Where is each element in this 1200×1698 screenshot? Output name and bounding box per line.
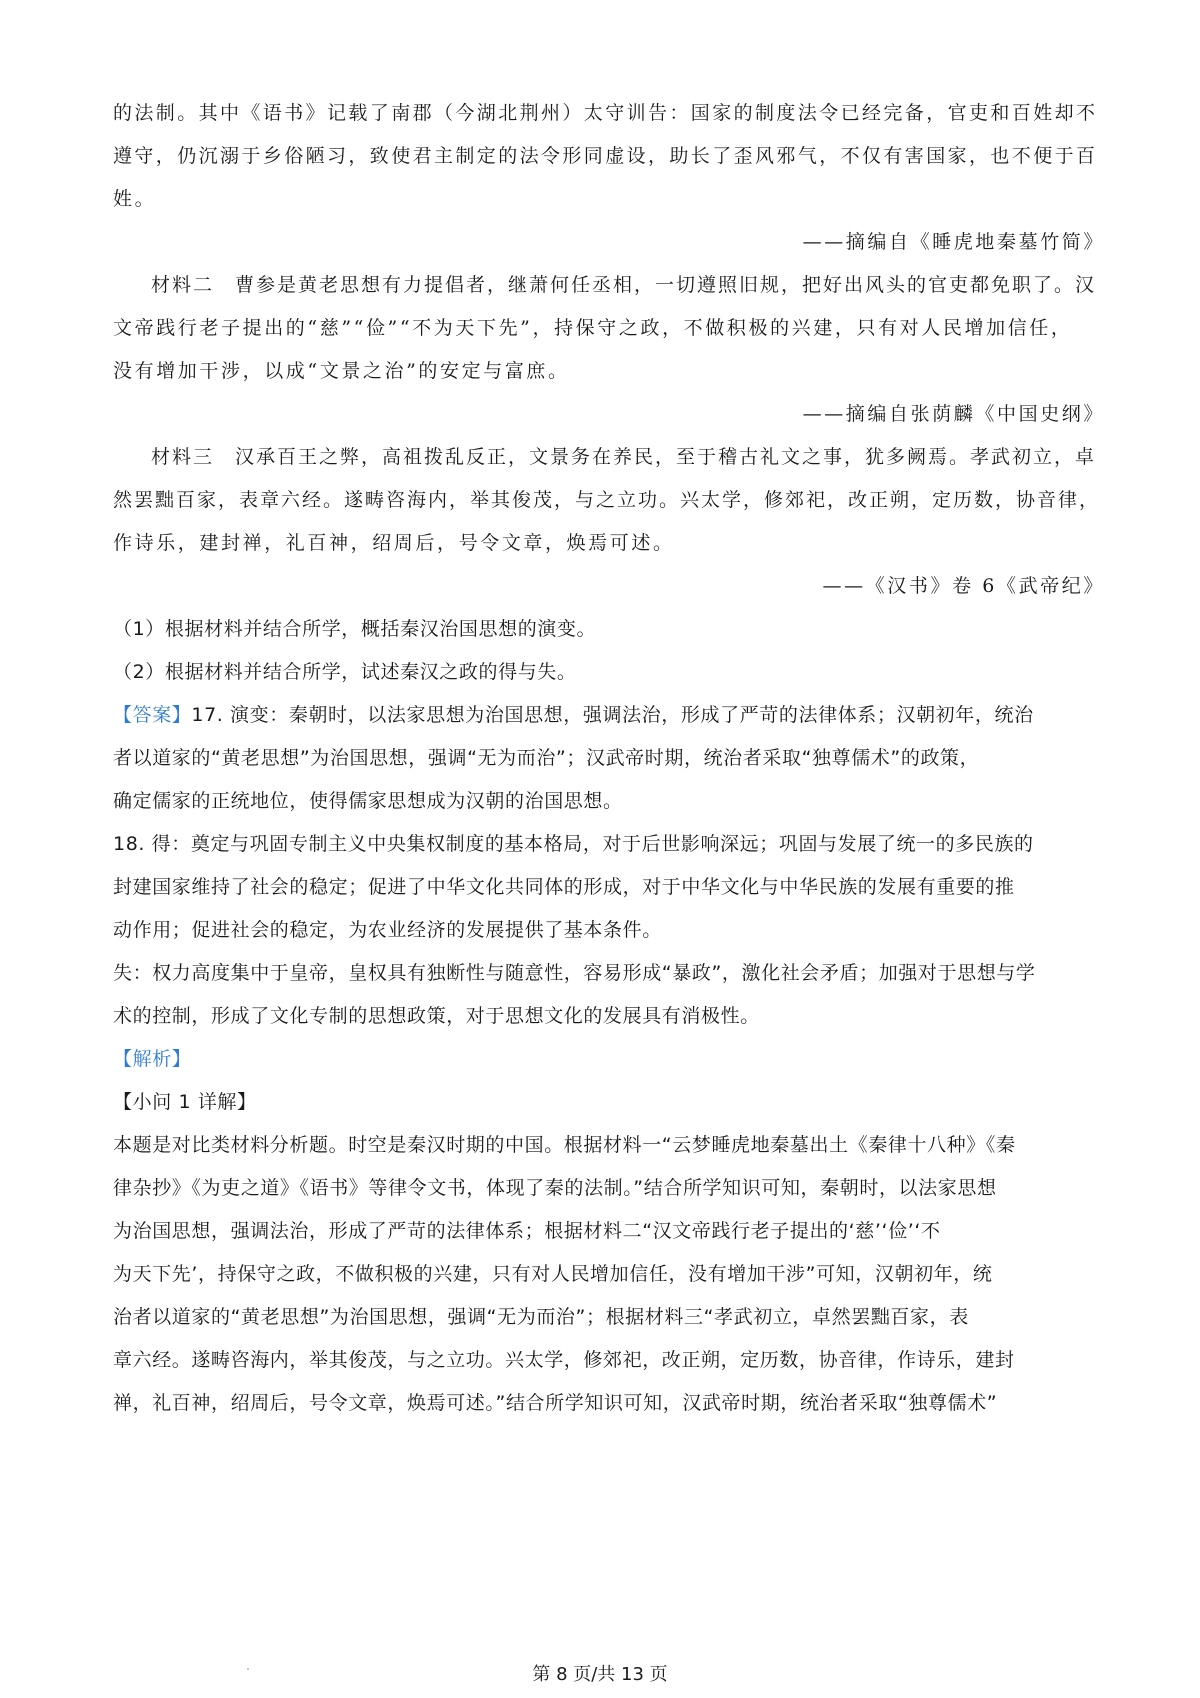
- answer-q18-line: 失：权力高度集中于皇帝，皇权具有独断性与随意性，容易形成“暴政”，激化社会矛盾；加强对于思想与学: [113, 962, 1036, 984]
- analysis-line: 治者以道家的“黄老思想”为治国思想，强调“无为而治”；根据材料三“孝武初立，卓然罢黜百家，表: [113, 1306, 969, 1328]
- material-one-line: 的法制。其中《语书》记载了南郡（今湖北荆州）太守训告：国家的制度法令已经完备，官吏和百姓却不: [113, 102, 1098, 124]
- material-two-source: ——摘编自张荫麟《中国史纲》: [802, 403, 1105, 425]
- answer-q17-first: 17. 演变：秦朝时，以法家思想为治国思想，强调法治，形成了严苛的法律体系；汉朝初年，统治: [191, 704, 1034, 726]
- analysis-tag: 【解析】: [113, 1048, 192, 1070]
- material-one-line: 姓。: [113, 188, 157, 210]
- material-two-line: 材料二 曹参是黄老思想有力提倡者，继萧何任丞相，一切遵照旧规，把好出风头的官吏都免职了。汉: [151, 274, 1097, 296]
- analysis-line: 禅，礼百神，绍周后，号令文章，焕焉可述。”结合所学知识可知，汉武帝时期，统治者采取“独尊儒术”: [113, 1392, 998, 1414]
- answer-q17-line: 确定儒家的正统地位，使得儒家思想成为汉朝的治国思想。: [113, 790, 623, 812]
- material-two-line: 文帝践行老子提出的“慈”“俭”“不为天下先”，持保守之政，不做积极的兴建，只有对人民增加信任，: [113, 317, 1073, 339]
- material-two-line: 没有增加干涉，以成“文景之治”的安定与富庶。: [113, 360, 570, 382]
- answer-tag: 【答案】: [113, 704, 192, 726]
- answer-line: [113, 702, 1034, 728]
- analysis-line: 为天下先’，持保守之政，不做积极的兴建，只有对人民增加信任，没有增加干涉”可知，汉朝初年，统: [113, 1263, 993, 1285]
- question-2: （2）根据材料并结合所学，试述秦汉之政的得与失。: [113, 661, 577, 683]
- answer-q18-line: 18. 得：奠定与巩固专制主义中央集权制度的基本格局，对于后世影响深远；巩固与发展了统一的多民族的: [113, 833, 1034, 855]
- answer-q18-line: 术的控制，形成了文化专制的思想政策，对于思想文化的发展具有消极性。: [113, 1005, 760, 1027]
- page-footer: 第 8 页/共 13 页: [532, 1664, 668, 1685]
- analysis-line: 本题是对比类材料分析题。时空是秦汉时期的中国。根据材料一“云梦睡虎地秦墓出土《秦律十八种》《秦: [113, 1134, 1016, 1156]
- analysis-sub-heading: 【小问 1 详解】: [113, 1091, 257, 1113]
- material-three-line: 材料三 汉承百王之弊，高祖拨乱反正，文景务在养民，至于稽古礼文之事，犹多阙焉。孝武初立，卓: [151, 446, 1097, 468]
- answer-q18-line: 封建国家维持了社会的稳定；促进了中华文化共同体的形成，对于中华文化与中华民族的发展有重要的推: [113, 876, 1015, 898]
- analysis-line: 律杂抄》《为吏之道》《语书》等律令文书，体现了秦的法制。”结合所学知识可知，秦朝时，以法家思想: [113, 1177, 997, 1199]
- question-1: （1）根据材料并结合所学，概括秦汉治国思想的演变。: [113, 618, 597, 640]
- material-three-line: 然罢黜百家，表章六经。遂畴咨海内，举其俊茂，与之立功。兴太学，修郊祀，改正朔，定历数，协音律，: [113, 489, 1101, 511]
- material-three-source: ——《汉书》卷 6《武帝纪》: [822, 575, 1105, 597]
- material-one-source: ——摘编自《睡虎地秦墓竹简》: [802, 231, 1105, 253]
- analysis-line: 为治国思想，强调法治，形成了严苛的法律体系；根据材料二“汉文帝践行老子提出的‘慈’‘俭’‘不: [113, 1220, 941, 1242]
- answer-q18-line: 动作用；促进社会的稳定，为农业经济的发展提供了基本条件。: [113, 919, 662, 941]
- analysis-line: 章六经。遂畴咨海内，举其俊茂，与之立功。兴太学，修郊祀，改正朔，定历数，协音律，作诗乐，建封: [113, 1349, 1015, 1371]
- material-three-line: 作诗乐，建封禅，礼百神，绍周后，号令文章，焕焉可述。: [113, 532, 675, 554]
- answer-q17-line: 者以道家的“黄老思想”为治国思想，强调“无为而治”；汉武帝时期，统治者采取“独尊儒术”的政策，: [113, 747, 980, 769]
- material-one-line: 遵守，仍沉溺于乡俗陋习，致使君主制定的法令形同虚设，助长了歪风邪气，不仅有害国家，也不便于百: [113, 145, 1098, 167]
